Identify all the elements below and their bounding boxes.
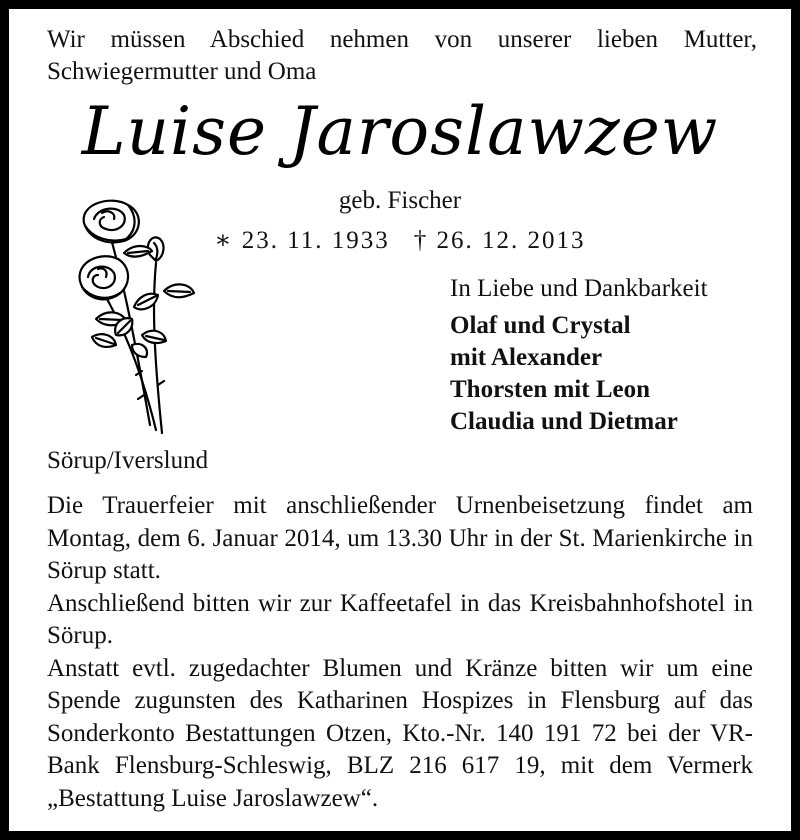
intro-text: Wir müssen Abschied nehmen von unserer lieben Mutter, Schwiegermutter und Oma (47, 26, 757, 85)
mourners-block (450, 272, 770, 438)
mourner-name: mit Alexander (450, 344, 603, 371)
donation-paragraph: Anstatt evtl. zugedachter Blumen und Kränze bitten wir um eine Spende zugunsten des Katharinen Hospizes in Flensburg auf das Sonderkonto Bestattungen Otzen, Kto.-Nr. 140 191 72 bei der VR-Bank Flensburg-Schleswig, BLZ 216 617 19, mit dem Vermerk „Bestattung Luise Jaroslawzew“. (47, 654, 753, 812)
deceased-name: Luise Jaroslawzew (81, 93, 719, 170)
reception-paragraph: Anschließend bitten wir zur Kaffeetafel in das Kreisbahnhofshotel in Sörup. (47, 589, 753, 649)
ceremony-paragraph: Die Trauerfeier mit anschließender Urnenbeisetzung findet am Montag, dem 6. Januar 2014, um 13.30 Uhr in der St. Marienkirche in Sörup statt. (47, 492, 753, 584)
death-date: † 26. 12. 2013 (413, 227, 586, 254)
funeral-details (47, 490, 753, 815)
maiden-name: geb. Fischer (338, 187, 462, 214)
mourners-lead: In Liebe und Dankbarkeit (450, 275, 708, 302)
mourner-name: Claudia und Dietmar (450, 408, 678, 435)
rose-icon (72, 195, 202, 435)
birth-date: ∗ 23. 11. 1933 (214, 227, 390, 254)
mourner-name: Thorsten mit Leon (450, 376, 650, 403)
place-text: Sörup/Iverslund (47, 447, 209, 474)
mourner-name: Olaf und Crystal (450, 312, 631, 339)
